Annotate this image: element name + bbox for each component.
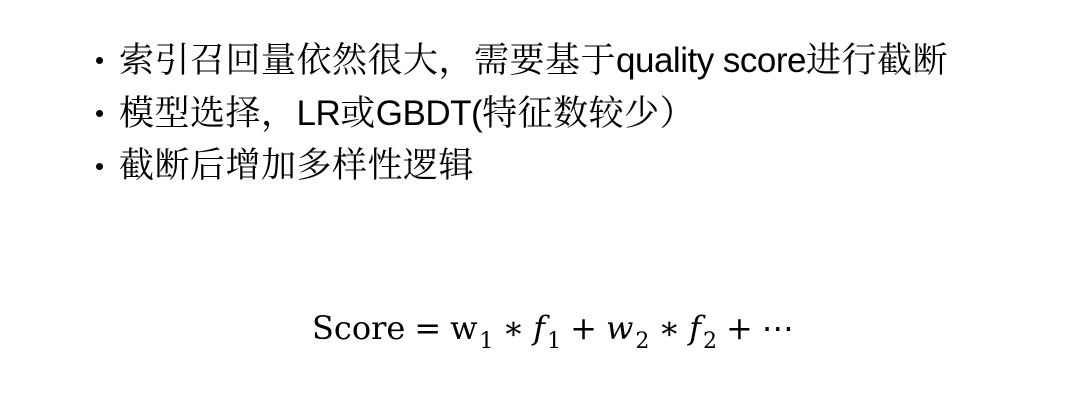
bullet-text-part: 模型选择， bbox=[119, 93, 297, 134]
formula-f2-subscript: 2 bbox=[702, 329, 717, 354]
bullet-item-model-selection bbox=[96, 87, 948, 140]
bullet-text-part: quality score bbox=[616, 40, 806, 80]
formula-w2: w bbox=[605, 309, 634, 347]
bullet-text-part: LR bbox=[296, 93, 341, 133]
score-formula bbox=[312, 302, 794, 354]
bullet-text bbox=[119, 40, 949, 81]
bullet-list bbox=[96, 34, 948, 193]
bullet-dot-icon bbox=[96, 163, 103, 170]
formula-plus: + bbox=[725, 309, 753, 347]
formula-lhs: Score bbox=[312, 309, 406, 347]
bullet-dot-icon bbox=[96, 57, 103, 64]
formula-times: ∗ bbox=[502, 309, 525, 347]
bullet-text bbox=[119, 93, 696, 134]
formula-plus: + bbox=[570, 309, 597, 347]
bullet-text-part: 进行截断 bbox=[806, 40, 949, 81]
bullet-text-part: 截断后增加多样性逻辑 bbox=[119, 146, 475, 186]
bullet-item-diversity bbox=[96, 140, 948, 193]
bullet-item-truncation bbox=[96, 34, 948, 87]
bullet-text-part: 或 bbox=[340, 93, 376, 134]
formula-ellipsis: ⋯ bbox=[761, 309, 794, 347]
formula-w1: w bbox=[450, 309, 478, 347]
formula-w1-subscript: 1 bbox=[479, 329, 494, 354]
formula-w2-subscript: 2 bbox=[635, 329, 650, 354]
formula-times: ∗ bbox=[658, 309, 681, 347]
formula-f1: f bbox=[533, 309, 546, 347]
formula-f1-subscript: 1 bbox=[547, 329, 562, 354]
formula-equals: = bbox=[414, 309, 442, 347]
formula-f2: f bbox=[689, 309, 701, 347]
bullet-text-part: 特征数较少） bbox=[482, 93, 696, 134]
bullet-text-part: GBDT( bbox=[375, 93, 483, 133]
bullet-text-part: 索引召回量依然很大，需要基于 bbox=[119, 40, 617, 81]
bullet-text bbox=[119, 146, 475, 186]
bullet-dot-icon bbox=[96, 110, 103, 117]
